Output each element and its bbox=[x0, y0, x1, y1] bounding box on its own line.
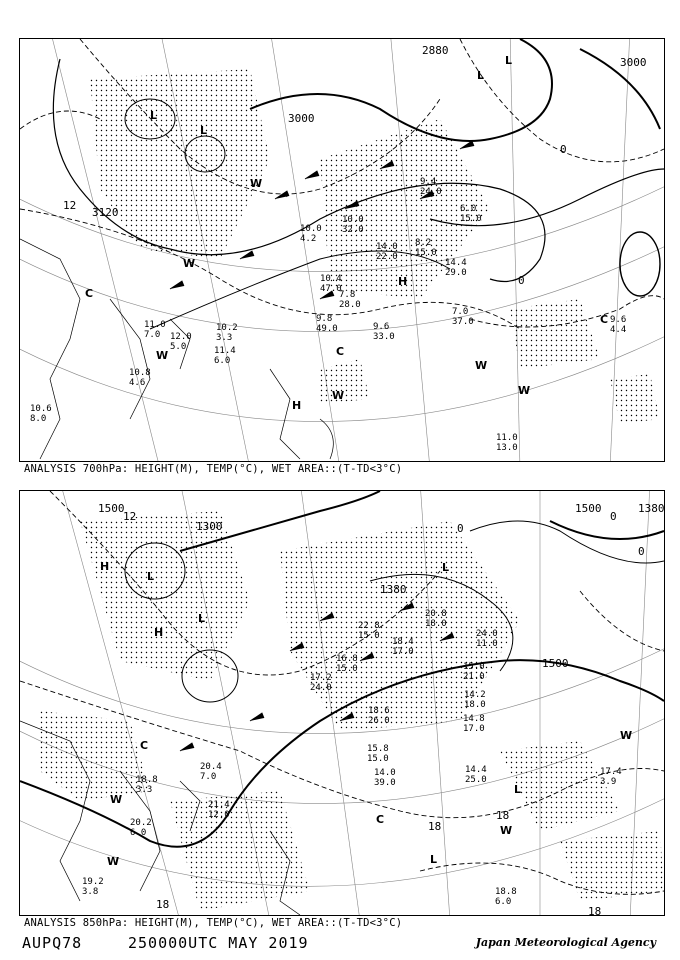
station-dewpoint-depression: 32.0 bbox=[342, 225, 364, 235]
station-temp: 21.4 bbox=[208, 800, 230, 810]
station-dewpoint-depression: 15.0 bbox=[358, 631, 380, 641]
center-marker: W bbox=[475, 359, 488, 372]
center-marker: L bbox=[505, 54, 513, 67]
station-dewpoint-depression: 25.0 bbox=[465, 775, 487, 785]
contour-label: 3000 bbox=[620, 56, 647, 69]
caption-700hpa: ANALYSIS 700hPa: HEIGHT(M), TEMP(°C), WET AREA::(T-TD<3°C) bbox=[24, 463, 403, 475]
center-marker: C bbox=[336, 345, 345, 358]
station-dewpoint-depression: 4.6 bbox=[129, 378, 146, 388]
station-dewpoint-depression: 3.3 bbox=[216, 333, 233, 343]
center-marker: W bbox=[183, 257, 196, 270]
center-marker: W bbox=[620, 729, 633, 742]
contour-label: 2880 bbox=[422, 44, 449, 57]
station-dewpoint-depression: 47.0 bbox=[320, 284, 342, 294]
center-marker: H bbox=[398, 275, 408, 288]
center-marker: C bbox=[376, 813, 385, 826]
station-dewpoint-depression: 33.0 bbox=[373, 332, 395, 342]
station-dewpoint-depression: 12.0 bbox=[208, 810, 230, 820]
station-temp: 9.6 bbox=[610, 315, 627, 325]
station-temp: 18.4 bbox=[392, 637, 414, 647]
station-temp: 11.0 bbox=[144, 320, 166, 330]
station-temp: 18.8 bbox=[136, 775, 158, 785]
station-dewpoint-depression: 29.0 bbox=[445, 268, 467, 278]
center-marker: C bbox=[140, 739, 149, 752]
contour-label: 12 bbox=[123, 510, 137, 523]
contour-label: 0 bbox=[638, 545, 645, 558]
station-temp: 9.8 bbox=[316, 314, 333, 324]
agency-name: Japan Meteorological Agency bbox=[475, 936, 656, 949]
contour-label: 18 bbox=[496, 809, 510, 822]
station-dewpoint-depression: 6.0 bbox=[214, 356, 231, 366]
contour-label: 0 bbox=[560, 143, 567, 156]
station-temp: 10.4 bbox=[320, 274, 342, 284]
center-marker: H bbox=[100, 560, 110, 573]
station-temp: 22.8 bbox=[358, 621, 380, 631]
center-marker: L bbox=[430, 853, 438, 866]
station-temp: 18.6 bbox=[368, 706, 390, 716]
station-dewpoint-depression: 13.0 bbox=[496, 443, 518, 453]
station-temp: 10.8 bbox=[129, 368, 151, 378]
contour-label: 18 bbox=[588, 905, 602, 915]
station-dewpoint-depression: 6.0 bbox=[130, 828, 147, 838]
station-temp: 15.0 bbox=[463, 662, 485, 672]
station-dewpoint-depression: 17.0 bbox=[392, 647, 414, 657]
station-dewpoint-depression: 18.0 bbox=[464, 700, 486, 710]
contour-label: 1500 bbox=[542, 657, 569, 670]
contour-label: 18 bbox=[428, 820, 442, 833]
contour-label: 0 bbox=[518, 274, 525, 287]
contour-label: 1500 bbox=[575, 502, 602, 515]
station-dewpoint-depression: 7.0 bbox=[144, 330, 161, 340]
contour-label: 1380 bbox=[380, 583, 407, 596]
station-dewpoint-depression: 5.0 bbox=[170, 342, 187, 352]
station-dewpoint-depression: 18.0 bbox=[425, 619, 447, 629]
station-temp: 11.4 bbox=[214, 346, 236, 356]
station-dewpoint-depression: 15.0 bbox=[367, 754, 389, 764]
wet-areas bbox=[40, 511, 664, 911]
center-marker: W bbox=[518, 384, 531, 397]
station-dewpoint-depression: 3.8 bbox=[82, 887, 99, 897]
center-marker: W bbox=[250, 177, 263, 190]
station-dewpoint-depression: 39.0 bbox=[374, 778, 396, 788]
station-temp: 14.0 bbox=[374, 768, 396, 778]
station-temp: 14.4 bbox=[445, 258, 467, 268]
station-temp: 9.4 bbox=[420, 177, 437, 187]
station-dewpoint-depression: 22.0 bbox=[376, 252, 398, 262]
contour-label: 3120 bbox=[92, 206, 119, 219]
center-marker: H bbox=[154, 626, 164, 639]
station-dewpoint-depression: 8.0 bbox=[30, 414, 47, 424]
contour-label: 12 bbox=[63, 199, 77, 212]
station-temp: 20.8 bbox=[425, 609, 447, 619]
station-temp: 14.8 bbox=[463, 714, 485, 724]
station-dewpoint-depression: 6.0 bbox=[495, 897, 512, 907]
station-temp: 9.6 bbox=[373, 322, 390, 332]
chart-700hpa bbox=[19, 38, 665, 462]
center-marker: L bbox=[200, 124, 208, 137]
center-marker: W bbox=[156, 349, 169, 362]
center-marker: W bbox=[110, 793, 123, 806]
wet-areas bbox=[90, 69, 660, 424]
station-temp: 7.8 bbox=[339, 290, 356, 300]
station-temp: 10.6 bbox=[30, 404, 52, 414]
station-temp: 24.0 bbox=[476, 629, 498, 639]
station-dewpoint-depression: 24.0 bbox=[310, 683, 332, 693]
contour-label: 1500 bbox=[98, 502, 125, 515]
station-temp: 10.2 bbox=[216, 323, 238, 333]
station-dewpoint-depression: 7.0 bbox=[200, 772, 217, 782]
station-dewpoint-depression: 17.0 bbox=[463, 724, 485, 734]
station-temp: 17.4 bbox=[600, 767, 622, 777]
station-dewpoint-depression: 49.0 bbox=[316, 324, 338, 334]
station-temp: 20.2 bbox=[130, 818, 152, 828]
station-dewpoint-depression: 15.0 bbox=[460, 214, 482, 224]
center-marker: C bbox=[600, 313, 609, 326]
contour-label: 0 bbox=[610, 510, 617, 523]
station-dewpoint-depression: 28.0 bbox=[339, 300, 361, 310]
station-temp: 12.0 bbox=[170, 332, 192, 342]
map-850hpa bbox=[20, 491, 664, 915]
station-dewpoint-depression: 15.0 bbox=[415, 248, 437, 258]
station-temp: 10.0 bbox=[300, 224, 322, 234]
station-temp: 14.2 bbox=[464, 690, 486, 700]
station-temp: 15.8 bbox=[367, 744, 389, 754]
station-dewpoint-depression: 4.4 bbox=[610, 325, 627, 335]
station-dewpoint-depression: 26.0 bbox=[368, 716, 390, 726]
station-temp: 17.2 bbox=[310, 673, 332, 683]
station-temp: 19.2 bbox=[82, 877, 104, 887]
station-temp: 11.0 bbox=[496, 433, 518, 443]
contour-label: 1300 bbox=[196, 520, 223, 533]
station-dewpoint-depression: 24.0 bbox=[420, 187, 442, 197]
chart-850hpa bbox=[19, 490, 665, 916]
center-marker: L bbox=[442, 561, 450, 574]
station-dewpoint-depression: 15.0 bbox=[336, 664, 358, 674]
bulletin-code: AUPQ78 bbox=[22, 934, 83, 952]
station-dewpoint-depression: 11.0 bbox=[476, 639, 498, 649]
center-marker: H bbox=[292, 399, 302, 412]
station-temp: 14.0 bbox=[376, 242, 398, 252]
center-marker: W bbox=[332, 389, 345, 402]
center-marker: W bbox=[500, 824, 513, 837]
station-temp: 8.2 bbox=[415, 238, 432, 248]
station-temp: 10.0 bbox=[342, 215, 364, 225]
caption-850hpa: ANALYSIS 850hPa: HEIGHT(M), TEMP(°C), WET AREA::(T-TD<3°C) bbox=[24, 917, 403, 929]
station-temp: 16.8 bbox=[336, 654, 358, 664]
station-dewpoint-depression: 3.9 bbox=[600, 777, 617, 787]
station-dewpoint-depression: 21.0 bbox=[463, 672, 485, 682]
station-temp: 18.8 bbox=[495, 887, 517, 897]
station-dewpoint-depression: 37.0 bbox=[452, 317, 474, 327]
contour-label: 1380 bbox=[638, 502, 664, 515]
contour-label: 3000 bbox=[288, 112, 315, 125]
contour-label: 18 bbox=[156, 898, 170, 911]
contour-label: 0 bbox=[457, 522, 464, 535]
map-700hpa bbox=[20, 39, 664, 461]
station-temp: 6.0 bbox=[460, 204, 477, 214]
center-marker: L bbox=[477, 69, 485, 82]
center-marker: L bbox=[147, 570, 155, 583]
center-marker: L bbox=[514, 783, 522, 796]
center-marker: L bbox=[198, 612, 206, 625]
station-temp: 14.4 bbox=[465, 765, 487, 775]
valid-time: 250000UTC MAY 2019 bbox=[128, 934, 309, 952]
station-dewpoint-depression: 4.2 bbox=[300, 234, 317, 244]
station-dewpoint-depression: 3.3 bbox=[136, 785, 153, 795]
station-temp: 20.4 bbox=[200, 762, 222, 772]
center-marker: L bbox=[150, 109, 158, 122]
station-temp: 7.0 bbox=[452, 307, 469, 317]
center-marker: C bbox=[85, 287, 94, 300]
center-marker: W bbox=[107, 855, 120, 868]
